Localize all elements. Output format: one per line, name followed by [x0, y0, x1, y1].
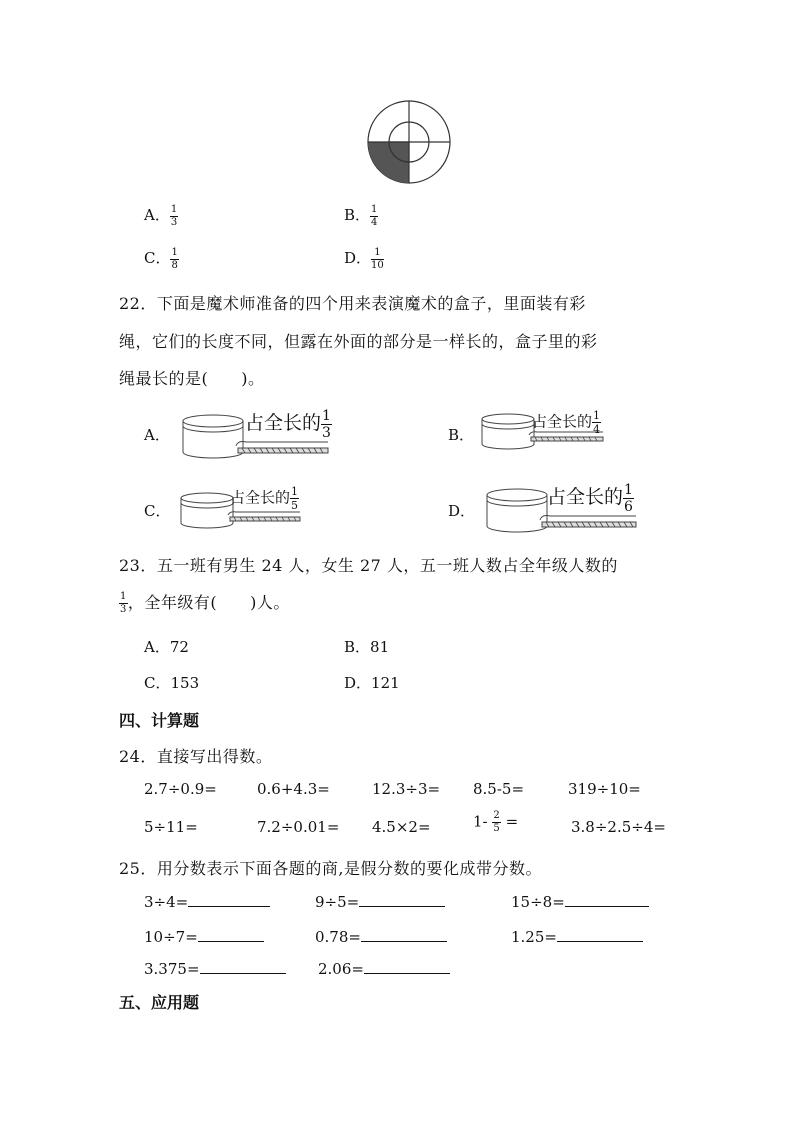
q24-expr[interactable]: 4.5×2= — [372, 818, 431, 836]
q22-option-c-letter[interactable]: C． — [144, 502, 171, 520]
q25-item[interactable]: 3÷4= — [144, 892, 270, 911]
q23-option-a[interactable]: A．72 — [144, 638, 189, 656]
q24-expr[interactable]: 0.6+4.3= — [257, 780, 330, 798]
q22-option-a-label: 占全长的 $\frac{1}{3}$ — [245, 407, 331, 441]
q22-option-d-letter[interactable]: D． — [448, 502, 476, 520]
q22-text-line1: 22．下面是魔术师准备的四个用来表演魔术的盒子，里面装有彩 — [119, 294, 586, 313]
q25-item[interactable]: 0.78= — [315, 927, 447, 946]
q24-expr-fraction[interactable]: 1- $\frac{2}{5}$ = — [473, 810, 519, 834]
q25-item[interactable]: 2.06= — [318, 959, 450, 978]
q23-option-c[interactable]: C．153 — [144, 674, 200, 692]
section-4-title: 四、计算题 — [119, 711, 200, 730]
q23-text-line1: 23．五一班有男生 24 人，女生 27 人，五一班人数占全年级人数的 — [119, 556, 618, 575]
quarter-circle-figure — [366, 99, 452, 185]
fraction: $\frac{1}{3}$ — [170, 203, 178, 228]
q25-item[interactable]: 1.25= — [511, 927, 643, 946]
q25-prompt: 25．用分数表示下面各题的商,是假分数的要化成带分数。 — [119, 859, 542, 878]
fraction: $\frac{1}{3}$ — [120, 591, 127, 615]
q21-option-b[interactable]: B． $\frac{1}{4}$ — [344, 203, 378, 228]
q22-option-b-letter[interactable]: B． — [448, 426, 475, 444]
q23-option-b[interactable]: B．81 — [344, 638, 390, 656]
q25-item[interactable]: 9÷5= — [315, 892, 445, 911]
fraction: $\frac{1}{8}$ — [171, 246, 178, 271]
q24-expr[interactable]: 12.3÷3= — [372, 780, 441, 798]
q24-expr[interactable]: 8.5-5= — [473, 780, 525, 798]
q24-expr[interactable]: 5÷11= — [144, 818, 198, 836]
fraction: $\frac{2}{5}$ — [493, 810, 500, 834]
q22-option-b-label: 占全长的 $\frac{1}{4}$ — [532, 409, 601, 436]
q22-option-a-letter[interactable]: A． — [144, 426, 170, 444]
q24-expr[interactable]: 3.8÷2.5÷4= — [571, 818, 666, 836]
q25-item[interactable]: 3.375= — [144, 959, 286, 978]
q24-prompt: 24．直接写出得数。 — [119, 747, 273, 766]
fraction: $\frac{1}{4}$ — [371, 203, 378, 228]
q22-text-line2: 绳，它们的长度不同，但露在外面的部分是一样长的，盒子里的彩 — [119, 332, 598, 351]
q25-item[interactable]: 15÷8= — [511, 892, 649, 911]
q23-option-d[interactable]: D．121 — [344, 674, 400, 692]
q24-expr[interactable]: 7.2÷0.01= — [257, 818, 340, 836]
q22-text-line3: 绳最长的是( )。 — [119, 369, 265, 388]
q22-option-d-label: 占全长的 $\frac{1}{6}$ — [547, 481, 633, 515]
q25-item[interactable]: 10÷7= — [144, 927, 264, 946]
section-5-title: 五、应用题 — [119, 993, 200, 1012]
q21-option-c[interactable]: C． $\frac{1}{8}$ — [144, 246, 178, 271]
fraction: $\frac{1}{10}$ — [371, 246, 384, 271]
q23-text-line2: $\frac{1}{3}$ ，全年级有( )人。 — [120, 591, 290, 615]
q21-option-d[interactable]: D． $\frac{1}{10}$ — [344, 246, 384, 271]
q21-option-a[interactable]: A． $\frac{1}{3}$ — [144, 203, 178, 228]
q24-expr[interactable]: 319÷10= — [568, 780, 641, 798]
q22-option-c-label: 占全长的 $\frac{1}{5}$ — [230, 485, 299, 512]
q24-expr[interactable]: 2.7÷0.9= — [144, 780, 217, 798]
